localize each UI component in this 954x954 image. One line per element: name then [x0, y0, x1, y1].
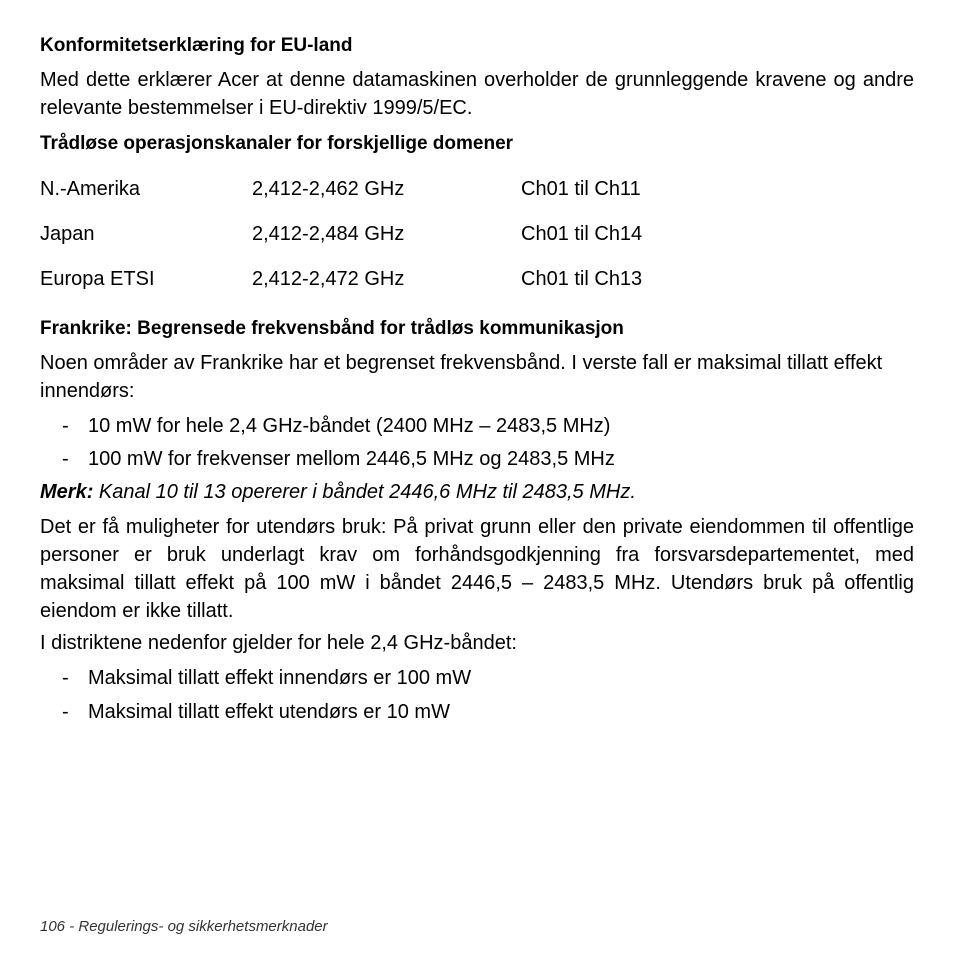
list-item	[40, 698, 914, 726]
list-item	[40, 412, 914, 440]
table-row	[40, 265, 914, 293]
list-item-text: Maksimal tillatt effekt innendørs er 100 mW	[88, 667, 472, 689]
list-item	[40, 445, 914, 473]
heading-eu-conformity: Konformitetserklæring for EU-land	[40, 35, 353, 56]
page-footer: 106 - Regulerings- og sikkerhetsmerknader	[40, 918, 328, 935]
region-cell: Europa ETSI	[40, 268, 155, 290]
list-item-text: 100 mW for frekvenser mellom 2446,5 MHz og 2483,5 MHz	[88, 448, 615, 470]
region-cell: Japan	[40, 223, 95, 245]
list-item-text: 10 mW for hele 2,4 GHz-båndet (2400 MHz – 2483,5 MHz)	[88, 415, 611, 437]
list-item	[40, 664, 914, 692]
list-dash: -	[62, 415, 69, 437]
paragraph-france-intro: Noen områder av Frankrike har et begrenset frekvensbånd. I verste fall er maksimal tillatt effekt innendørs:	[40, 352, 883, 402]
channels-cell: Ch01 til Ch11	[521, 178, 641, 200]
note	[40, 478, 636, 506]
paragraph-districts: I distriktene nedenfor gjelder for hele 2,4 GHz-båndet:	[40, 632, 517, 654]
channels-cell: Ch01 til Ch14	[521, 223, 643, 245]
paragraph-eu-conformity: Med dette erklærer Acer at denne datamaskinen overholder de grunnleggende kravene og andre relevante bestemmelser i EU-direktiv 1999/5/EC.	[40, 69, 914, 119]
frequency-cell: 2,412-2,462 GHz	[252, 178, 405, 200]
region-cell: N.-Amerika	[40, 178, 141, 200]
list-dash: -	[62, 701, 69, 723]
frequency-cell: 2,412-2,484 GHz	[252, 223, 405, 245]
paragraph-outdoor-use: Det er få muligheter for utendørs bruk: På privat grunn eller den private eiendommen til offentlige personer er bruk underlagt krav om forhåndsgodkjenning fra forsvarsdepartementet, med maksimal tillatt effekt på 100 mW i båndet 2446,5 – 2483,5 MHz. Utendørs bruk på offentlig eiendom er ikke tillatt.	[40, 516, 914, 622]
list-item-text: Maksimal tillatt effekt utendørs er 10 mW	[88, 701, 450, 723]
table-row	[40, 220, 914, 248]
heading-france-restrictions: Frankrike: Begrensede frekvensbånd for trådløs kommunikasjon	[40, 318, 624, 339]
table-row	[40, 175, 914, 203]
heading-wireless-channels: Trådløse operasjonskanaler for forskjellige domener	[40, 133, 514, 154]
list-dash: -	[62, 448, 69, 470]
list-dash: -	[62, 667, 69, 689]
note-label: Merk:	[40, 481, 94, 503]
frequency-cell: 2,412-2,472 GHz	[252, 268, 405, 290]
channels-cell: Ch01 til Ch13	[521, 268, 643, 290]
note-text: Kanal 10 til 13 opererer i båndet 2446,6 MHz til 2483,5 MHz.	[93, 481, 636, 503]
